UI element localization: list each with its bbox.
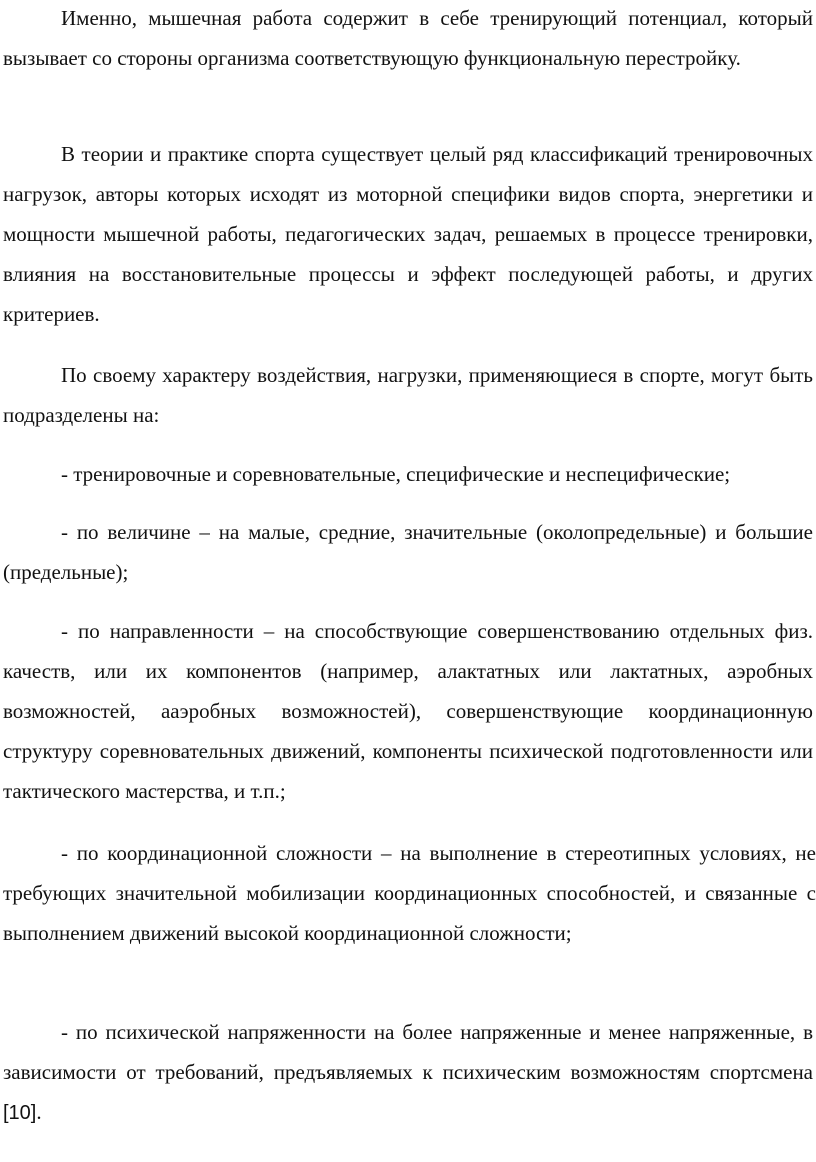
citation-reference: [10]: [3, 1102, 37, 1124]
list-item-by-psychic-tension: [3, 1012, 813, 1133]
paragraph-3: По своему характеру воздействия, нагрузки, применяющиеся в спорте, могут быть подразделены на:: [3, 363, 813, 427]
list-item-training-competitive: - тренировочные и соревновательные, специфические и неспецифические;: [61, 462, 731, 486]
paragraph-1: Именно, мышечная работа содержит в себе тренирующий потенциал, который вызывает со стороны организма соответствующую функциональную перестройку.: [3, 6, 813, 70]
list-item-by-magnitude: - по величине – на малые, средние, значительные (околопредельные) и большие (предельные);: [3, 520, 813, 584]
paragraph-2: В теории и практике спорта существует целый ряд классификаций тренировочных нагрузок, авторы которых исходят из моторной специфики видов спорта, энергетики и мощности мышечной работы, педагогических задач, решаемых в процессе тренировки, влияния на восстановительные процессы и эффект последующей работы, и других критериев.: [3, 142, 813, 326]
final-period: .: [36, 1100, 42, 1124]
list-item-by-direction: - по направленности – на способствующие совершенствованию отдельных физ. качеств, или их компонентов (например, алактатных или лактатных, аэробных возможностей, ааэробных возможностей), совершенствующие координационную структуру соревновательных движений, компоненты психической подготовленности или тактического мастерства, и т.п.;: [3, 619, 813, 803]
list-item-by-coordination: - по координационной сложности – на выполнение в стереотипных условиях, не требующих значительной мобилизации координационных способностей, и связанные с выполнением движений высокой координационной сложности;: [3, 841, 816, 945]
paragraph-8-text: - по психической напряженности на более напряженные и менее напряженные, в зависимости от требований, предъявляемых к психическим возможностям спортсмена: [3, 1020, 813, 1084]
